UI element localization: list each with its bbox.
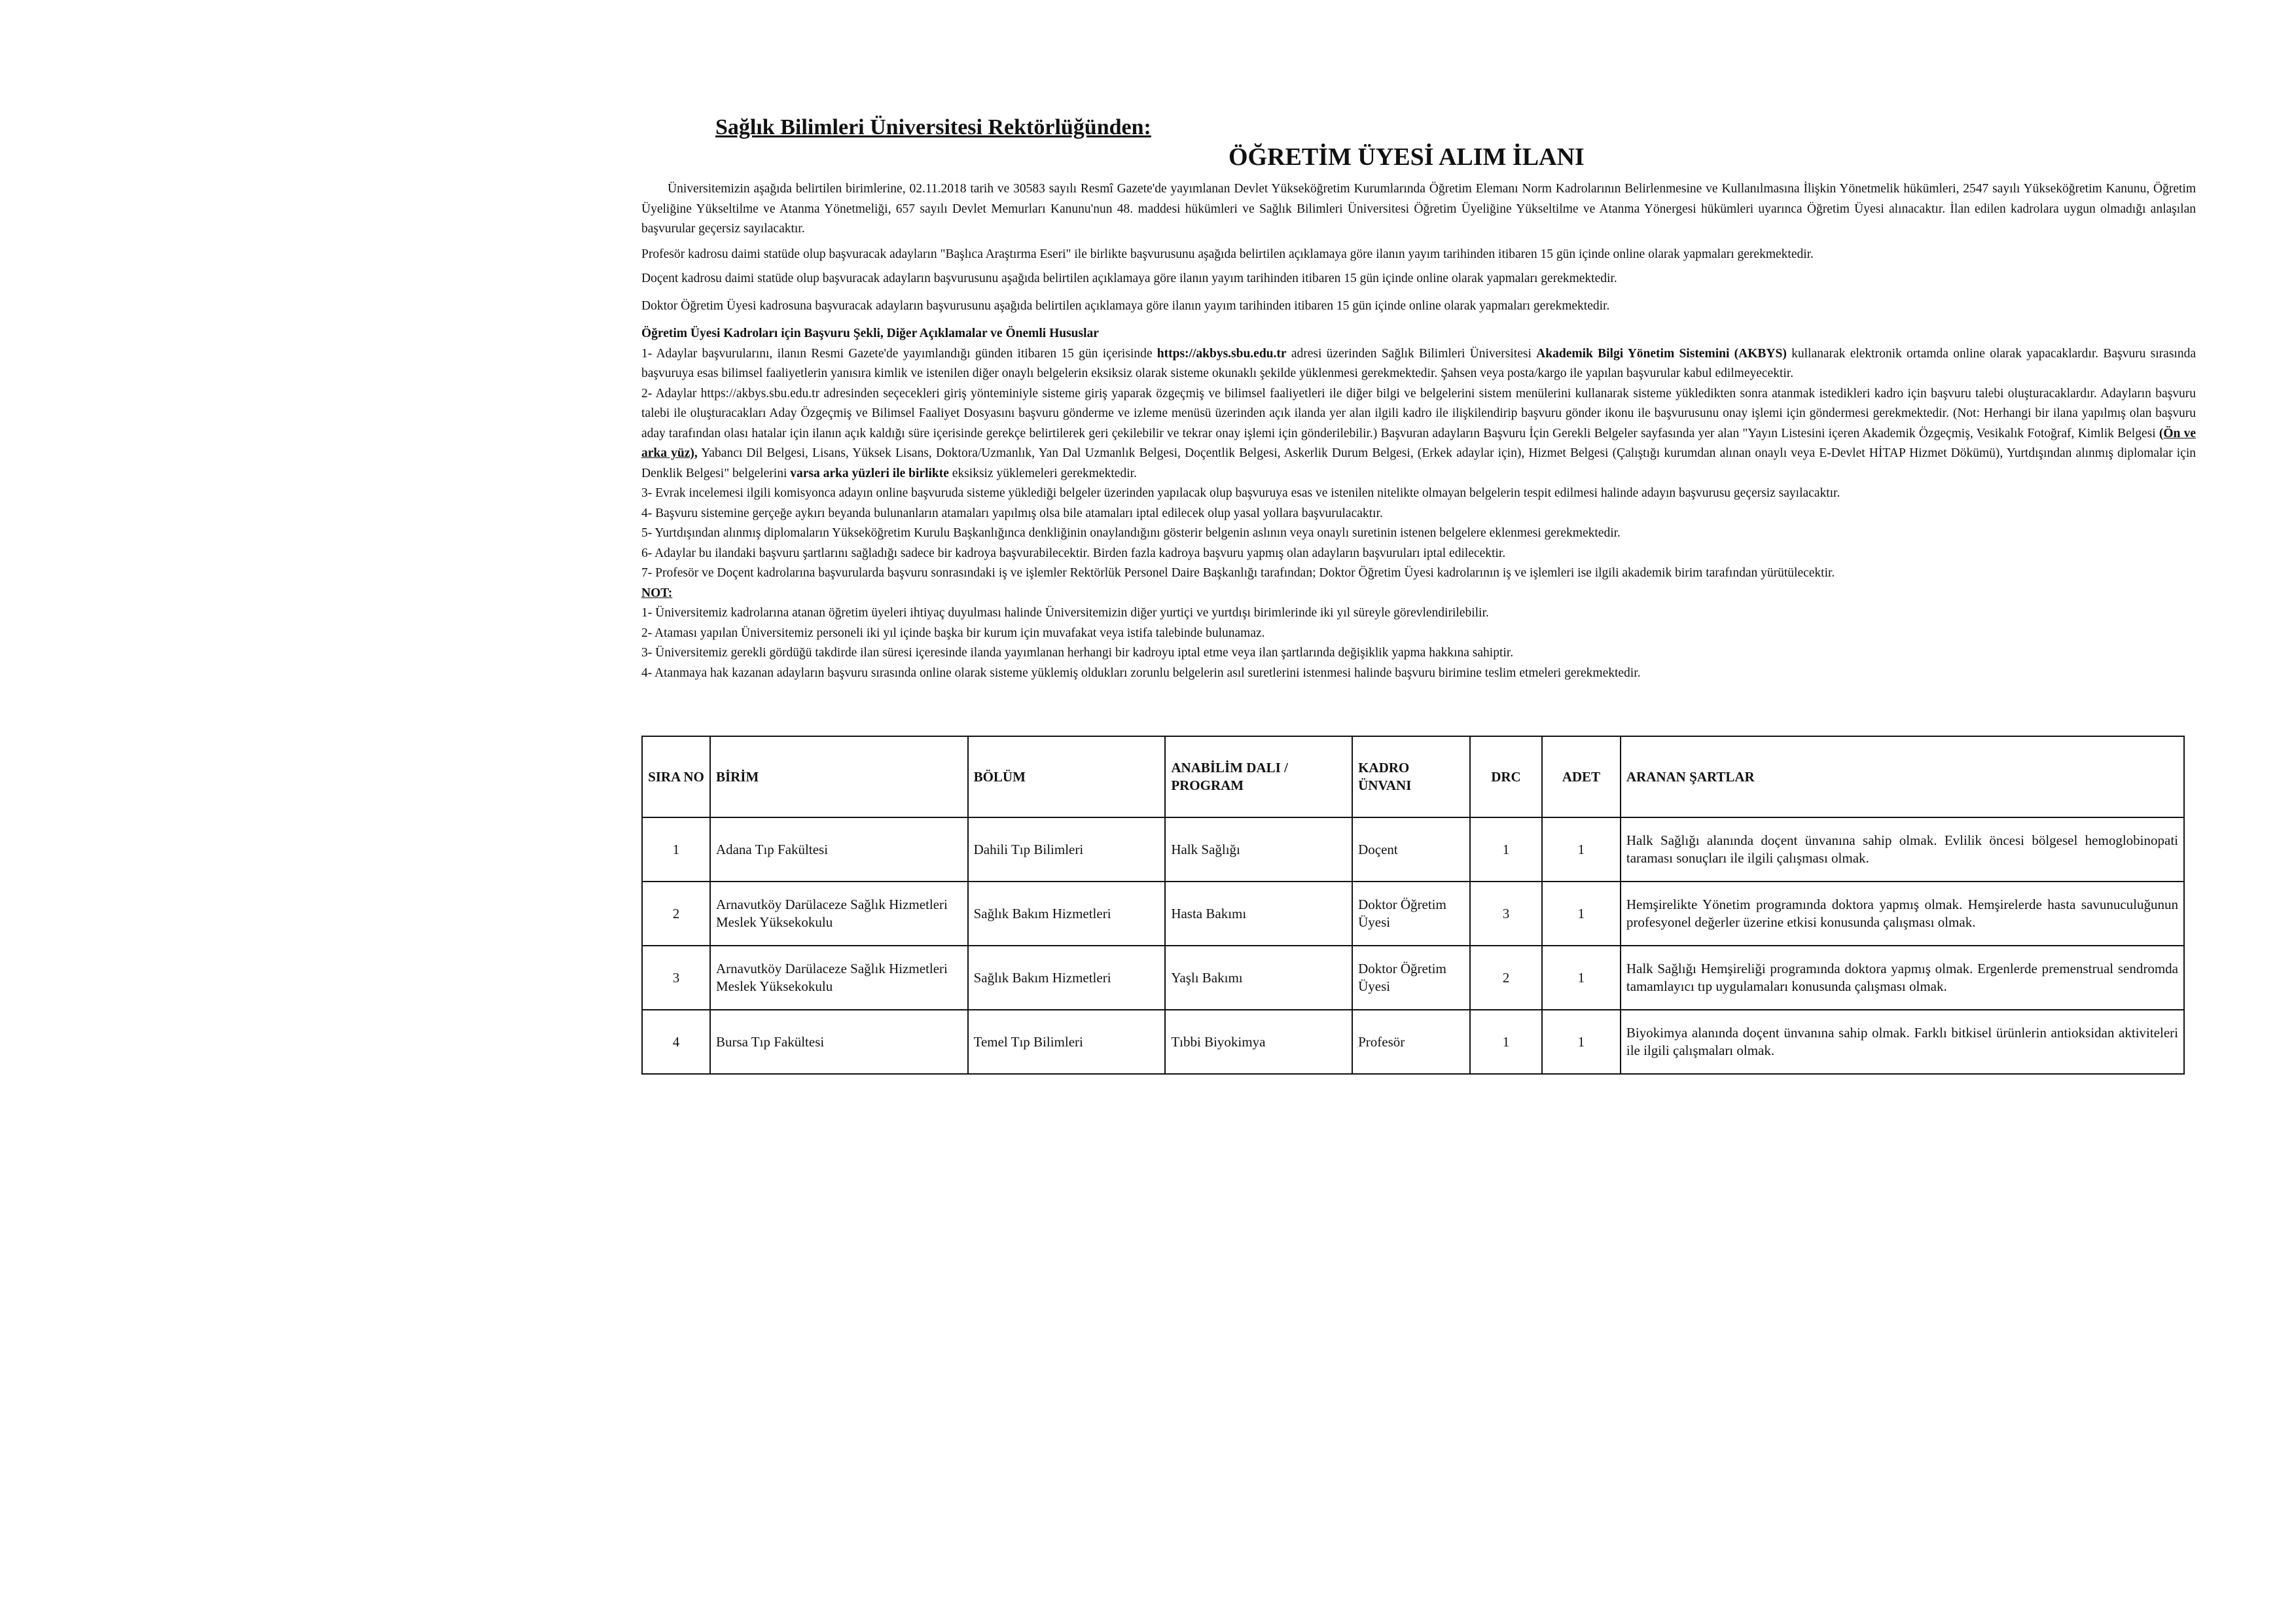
table-row: [642, 1010, 2184, 1074]
list-item: 6- Adaylar bu ilandaki başvuru şartlarını sağladığı sadece bir kadroya başvurabilecektir. Birden fazla kadroya başvuru yapmış olan adayların başvuruları iptal edilecektir.: [641, 546, 1506, 560]
table-row: [642, 817, 2184, 882]
cell-drc: 2: [1470, 946, 1542, 1010]
cell-drc: 3: [1470, 882, 1542, 946]
cell-adet: 1: [1542, 1010, 1621, 1074]
cell-bolum: Sağlık Bakım Hizmetleri: [968, 946, 1166, 1010]
associate-professor-paragraph: Doçent kadrosu daimi statüde olup başvuracak adayların başvurusunu aşağıda belirtilen açıklamaya göre ilanın yayım tarihinden itibaren 15 gün içinde online olarak yapmaları gerekmektedir.: [641, 272, 1617, 285]
header-adet: ADET: [1542, 736, 1621, 817]
cell-sira: 1: [642, 817, 710, 882]
intro-paragraph: Üniversitemizin aşağıda belirtilen birimlerine, 02.11.2018 tarih ve 30583 sayılı Resmî Gazete'de yayımlanan Devlet Yükseköğretim Kurumlarında Öğretim Elemanı Norm Kadrolarının Belirlenmesine ve Kullanılmasına İlişkin Yönetmelik hükümleri, 2547 sayılı Yükseköğretim Kanunu, Öğretim Üyeliğine Yükseltilme ve Atanma Yönetmeliği, 657 sayılı Devlet Memurları Kanunu'nun 48. maddesi hükümleri ve Sağlık Bilimleri Üniversitesi Öğretim Üyeliğine Yükseltilme ve Atanma Yönergesi hükümleri uyarınca Öğretim Üyesi alınacaktır. İlan edilen kadrolara uygun olmadığı anlaşılan başvurular geçersiz sayılacaktır.: [641, 182, 2196, 236]
positions-table: [641, 736, 2185, 1075]
header-bolum: BÖLÜM: [968, 736, 1166, 817]
cell-bolum: Sağlık Bakım Hizmetleri: [968, 882, 1166, 946]
cell-sira: 2: [642, 882, 710, 946]
cell-sartlar: Hemşirelikte Yönetim programında doktora yapmış olmak. Hemşirelerde hasta savunuculuğunun profesyonel değerler üzerine etkisi konusunda çalışması olmak.: [1621, 882, 2184, 946]
header-sira: SIRA NO: [642, 736, 710, 817]
cell-birim: Bursa Tıp Fakültesi: [710, 1010, 968, 1074]
header-anabilim: ANABİLİM DALI / PROGRAM: [1165, 736, 1352, 817]
cell-bolum: Temel Tıp Bilimleri: [968, 1010, 1166, 1074]
cell-sartlar: Halk Sağlığı alanında doçent ünvanına sahip olmak. Evlilik öncesi bölgesel hemoglobinopati taraması sonuçları ile ilgili çalışması olmak.: [1621, 817, 2184, 882]
akbys-link[interactable]: https://akbys.sbu.edu.tr: [1157, 346, 1287, 361]
cell-birim: Arnavutköy Darülaceze Sağlık Hizmetleri Meslek Yüksekokulu: [710, 946, 968, 1010]
note-title: NOT:: [641, 586, 673, 600]
cell-bolum: Dahili Tıp Bilimleri: [968, 817, 1166, 882]
cell-birim: Arnavutköy Darülaceze Sağlık Hizmetleri Meslek Yüksekokulu: [710, 882, 968, 946]
note-item: 3- Üniversitemiz gerekli gördüğü takdirde ilan süresi içeresinde ilanda yayımlanan herhangi bir kadroyu iptal etme veya ilan şartlarında değişiklik yapma hakkına sahiptir.: [641, 646, 1514, 660]
bold-note: varsa arka yüzleri ile birlikte: [790, 466, 949, 480]
cell-kadro: Doktor Öğretim Üyesi: [1352, 882, 1470, 946]
cell-kadro: Profesör: [1352, 1010, 1470, 1074]
table-row: [642, 946, 2184, 1010]
professor-paragraph: Profesör kadrosu daimi statüde olup başvuracak adayların "Başlıca Araştırma Eseri" ile birlikte başvurusunu aşağıda belirtilen açıklamaya göre ilanın yayım tarihinden itibaren 15 gün içinde online olarak yapmaları gerekmektedir.: [641, 247, 1814, 261]
list-item: 2- Adaylar https://akbys.sbu.edu.tr adresinden seçecekleri giriş yönteminiyle sisteme giriş yaparak özgeçmiş ve bilimsel faaliyetleri ile diğer bilgi ve belgelerini sistem menülerini kullanarak sisteme yükledikten sonra atanmak istedikleri kadro için başvuru talebi oluşturacaklardır. Adayların başvuru talebi ile oluşturacakları Aday Özgeçmiş ve Bilimsel Faaliyet Dosyasını başvuru gönderme ve izleme menüsü üzerinden açık ilanda yer alan ilgili kadro ile ilişkilendirip başvuru gönder ikonu ile başvurusunu onay işlemi için göndermesi gerekmektedir. (Not: Herhangi bir ilana yapılmış olan başvuru aday tarafından olası hatalar için ilanın açık kaldığı süre içerisinde gerekçe belirtilerek geri çekilebilir ve tekrar onay işlemi için gönderilebilir.) Başvuran adayların Başvuru İçin Gerekli Belgeler sayfasında yer alan "Yayın Listesini içeren Akademik Özgeçmiş, Vesikalık Fotoğraf, Kimlik Belgesi (Ön ve arka yüz), Yabancı Dil Belgesi, Lisans, Yüksek Lisans, Doktora/Uzmanlık, Yan Dal Uzmanlık Belgesi, Doçentlik Belgesi, Askerlik Durum Belgesi, (Erkek adaylar için), Hizmet Belgesi (Çalıştığı kurumdan alınan onaylı veya E-Devlet HİTAP Hizmet Dökümü), Yurtdışından alınmış diplomalar için Denklik Belgesi" belgelerini varsa arka yüzleri ile birlikte eksiksiz yüklemeleri gerekmektedir.: [641, 386, 2197, 480]
header-birim: BİRİM: [710, 736, 968, 817]
list-item: 4- Başvuru sistemine gerçeğe aykırı beyanda bulunanların atamaları yapılmış olsa bile atamaları iptal edilecek olup yasal yollara başvurulacaktır.: [641, 506, 1383, 520]
cell-sartlar: Biyokimya alanında doçent ünvanına sahip olmak. Farklı bitkisel ürünlerin antioksidan aktiviteleri ile ilgili çalışmaları olmak.: [1621, 1010, 2184, 1074]
akbys-system-name: Akademik Bilgi Yönetim Sistemini (AKBYS): [1536, 346, 1787, 361]
cell-birim: Adana Tıp Fakültesi: [710, 817, 968, 882]
announcement-title: ÖĞRETİM ÜYESİ ALIM İLANI: [1229, 143, 1585, 171]
cell-kadro: Doçent: [1352, 817, 1470, 882]
table-header-row: [642, 736, 2184, 817]
cell-sira: 3: [642, 946, 710, 1010]
cell-anabilim: Hasta Bakımı: [1165, 882, 1352, 946]
cell-drc: 1: [1470, 817, 1542, 882]
assistant-professor-paragraph: Doktor Öğretim Üyesi kadrosuna başvuracak adayların başvurusunu aşağıda belirtilen açıklamaya göre ilanın yayım tarihinden itibaren 15 gün içinde online olarak yapmaları gerekmektedir.: [641, 299, 1610, 313]
header-kadro: KADRO ÜNVANI: [1352, 736, 1470, 817]
cell-sartlar: Halk Sağlığı Hemşireliği programında doktora yapmış olmak. Ergenlerde premenstrual sendromda tamamlayıcı tıp uygulamaları konusunda çalışması olmak.: [1621, 946, 2184, 1010]
list-item: 7- Profesör ve Doçent kadrolarına başvurularda başvuru sonrasındaki iş ve işlemler Rektörlük Personel Daire Başkanlığı tarafından; Doktor Öğretim Üyesi kadrolarının iş ve işlemleri ise ilgili akademik birim tarafından yürütülecektir.: [641, 566, 1835, 580]
id-note: (Ön ve arka yüz),: [641, 426, 2197, 460]
table-row: [642, 882, 2184, 946]
cell-anabilim: Yaşlı Bakımı: [1165, 946, 1352, 1010]
header-drc: DRC: [1470, 736, 1542, 817]
list-item: 3- Evrak incelemesi ilgili komisyonca adayın online başvuruda sisteme yüklediği belgeler üzerinden yapılacak olup başvuruya esas ve istenilen nitelikte olmayan belgelerin tespit edilmesi halinde adayın başvurusu geçersiz sayılacaktır.: [641, 486, 1840, 500]
cell-kadro: Doktor Öğretim Üyesi: [1352, 946, 1470, 1010]
list-item: 1- Adaylar başvurularını, ilanın Resmi Gazete'de yayımlandığı günden itibaren 15 gün içerisinde https://akbys.sbu.edu.tr adresi üzerinden Sağlık Bilimleri Üniversitesi Akademik Bilgi Yönetim Sistemini (AKBYS) kullanarak elektronik ortamda online olarak yapacaklardır. Başvuru sırasında başvuruya esas bilimsel faaliyetlerin yanısıra kimlik ve istenilen diğer onaylı belgelerin eksiksiz olarak sisteme okunaklı şekilde yüklenmesi gerekmektedir. Şahsen veya posta/kargo ile yapılan başvurular kabul edilmeyecektir.: [641, 346, 2196, 380]
note-item: 2- Ataması yapılan Üniversitemiz personeli iki yıl içinde başka bir kurum için muvafakat veya istifa talebinde bulunamaz.: [641, 626, 1265, 640]
application-section: [641, 324, 2196, 683]
cell-anabilim: Halk Sağlığı: [1165, 817, 1352, 882]
list-item: 5- Yurtdışından alınmış diplomaların Yükseköğretim Kurulu Başkanlığınca denkliğinin onaylandığını gösterir belgenin aslının veya onaylı suretinin istenen belgelere eklenmesi gerekmektedir.: [641, 526, 1621, 540]
cell-adet: 1: [1542, 946, 1621, 1010]
cell-drc: 1: [1470, 1010, 1542, 1074]
cell-sira: 4: [642, 1010, 710, 1074]
cell-adet: 1: [1542, 817, 1621, 882]
note-item: 4- Atanmaya hak kazanan adayların başvuru sırasında online olarak sisteme yüklemiş oldukları zorunlu belgelerin asıl suretlerini istenmesi halinde başvuru birimine teslim etmeleri gerekmektedir.: [641, 666, 1641, 680]
cell-adet: 1: [1542, 882, 1621, 946]
page-heading: Sağlık Bilimleri Üniversitesi Rektörlüğünden:: [715, 115, 1151, 139]
header-sartlar: ARANAN ŞARTLAR: [1621, 736, 2184, 817]
note-item: 1- Üniversitemiz kadrolarına atanan öğretim üyeleri ihtiyaç duyulması halinde Üniversitemizin diğer yurtiçi ve yurtdışı birimlerinde iki yıl süreyle görevlendirilebilir.: [641, 606, 1489, 620]
section-title: Öğretim Üyesi Kadroları için Başvuru Şekli, Diğer Açıklamalar ve Önemli Hususlar: [641, 327, 1099, 340]
cell-anabilim: Tıbbi Biyokimya: [1165, 1010, 1352, 1074]
